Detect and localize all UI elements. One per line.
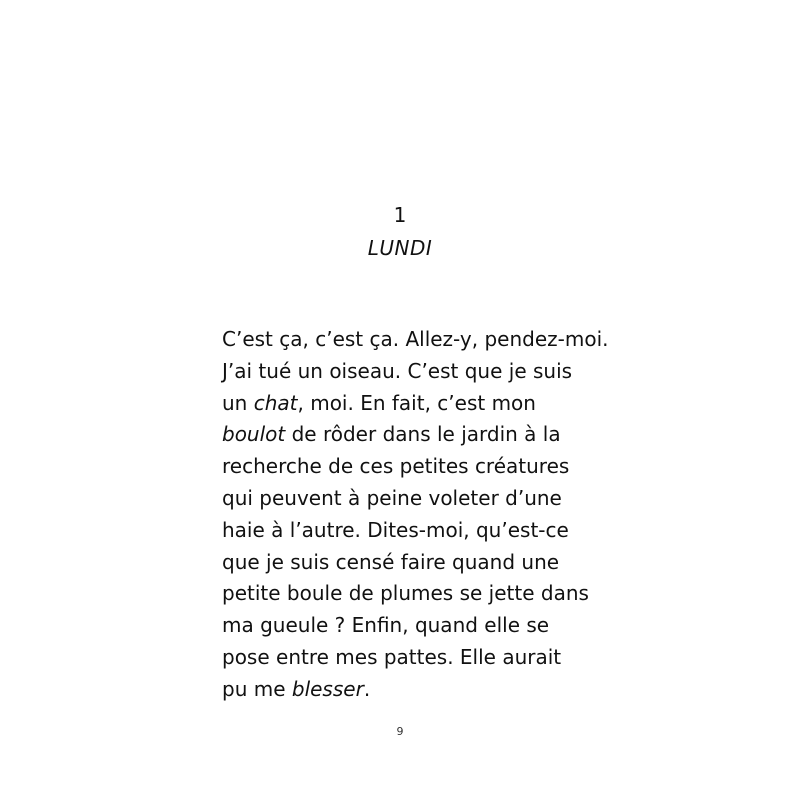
text-line [222, 356, 602, 388]
body-paragraph [222, 324, 609, 706]
text-line [222, 642, 602, 674]
text-segment: . [363, 676, 371, 701]
text-line [222, 515, 602, 547]
text-line [222, 610, 602, 642]
text-segment: C’est ça, c’est ça. Allez-y, pendez-moi. [222, 327, 609, 351]
text-segment: qui peuvent à peine voleter d’une [222, 485, 562, 510]
text-line [222, 578, 602, 610]
text-line [222, 547, 602, 579]
text-line [222, 324, 609, 356]
chapter-number: 1 [393, 203, 407, 227]
text-line [222, 674, 602, 706]
text-segment: pu me [222, 676, 292, 701]
text-line [222, 388, 602, 420]
text-segment: ma gueule ? Enfin, quand elle se [222, 613, 550, 638]
text-segment: haie à l’autre. Dites-moi, qu’est-ce [222, 517, 569, 542]
text-line [222, 419, 602, 451]
emphasis-text: boulot [222, 422, 286, 447]
text-segment: de rôder dans le jardin à la [285, 422, 561, 447]
chapter-title: LUNDI [367, 236, 433, 260]
text-line [222, 483, 602, 515]
page-number: 9 [396, 725, 404, 738]
text-segment: pose entre mes pattes. Elle aurait [222, 644, 562, 669]
text-line [222, 451, 602, 483]
text-segment: recherche de ces petites créatures [222, 454, 570, 479]
text-segment: un [222, 390, 254, 415]
text-segment: , moi. En fait, c’est mon [297, 390, 536, 415]
text-segment: J’ai tué un oiseau. C’est que je suis [222, 358, 573, 383]
text-segment: petite boule de plumes se jette dans [222, 581, 589, 606]
text-segment: que je suis censé faire quand une [222, 549, 560, 574]
emphasis-text: chat [253, 390, 298, 415]
emphasis-text: blesser [291, 676, 364, 701]
